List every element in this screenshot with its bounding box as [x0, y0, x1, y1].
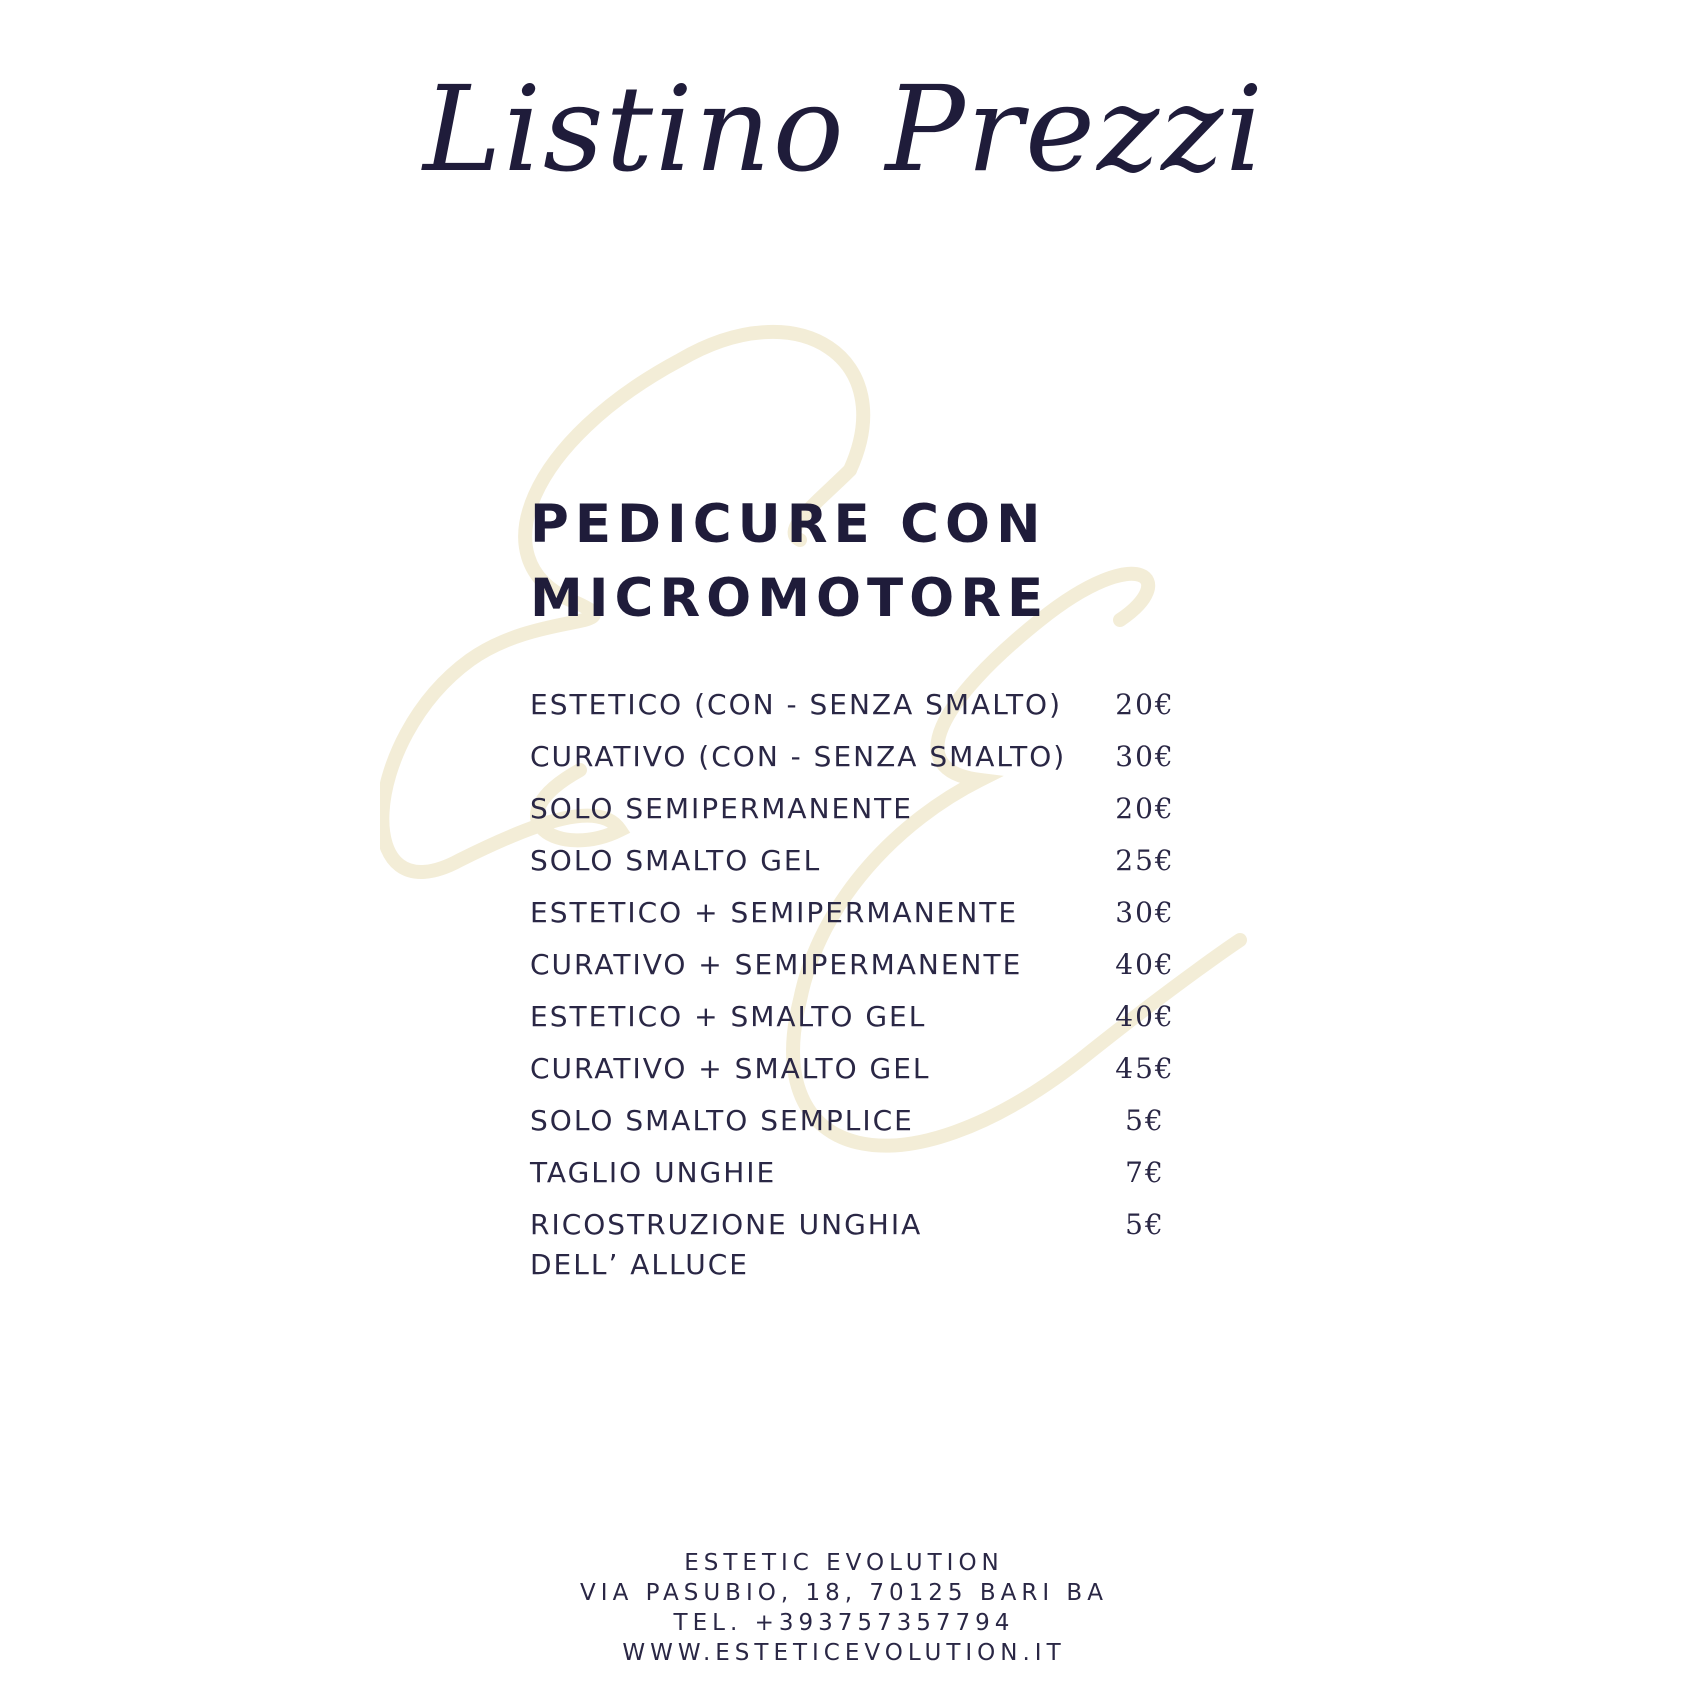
service-name: CURATIVO (CON - SENZA SMALTO)	[530, 740, 1067, 773]
service-price: 7€	[1125, 1156, 1165, 1189]
price-row	[530, 1101, 1190, 1141]
service-price: 40€	[1115, 948, 1175, 981]
service-name-line-2: DELL’ ALLUCE	[530, 1248, 749, 1281]
business-website: WWW.ESTETICEVOLUTION.IT	[622, 1640, 1066, 1666]
price-row	[530, 737, 1190, 777]
price-row	[530, 945, 1190, 985]
business-address: VIA PASUBIO, 18, 70125 BARI BA	[580, 1580, 1108, 1606]
price-list	[530, 685, 1190, 1297]
section-heading-line-1: PEDICURE CON	[530, 494, 1047, 555]
price-row	[530, 841, 1190, 881]
service-price: 40€	[1115, 1000, 1175, 1033]
section-heading-line-2: MICROMOTORE	[530, 568, 1050, 629]
service-name: ESTETICO + SEMIPERMANENTE	[530, 896, 1019, 929]
page-title: Listino Prezzi	[422, 60, 1266, 198]
service-price: 5€	[1125, 1104, 1165, 1137]
service-name	[530, 1205, 1090, 1285]
service-price: 5€	[1125, 1208, 1165, 1241]
service-name: TAGLIO UNGHIE	[530, 1156, 777, 1189]
price-row	[530, 997, 1190, 1037]
service-name: SOLO SMALTO SEMPLICE	[530, 1104, 914, 1137]
service-name: SOLO SEMIPERMANENTE	[530, 792, 913, 825]
business-name: ESTETIC EVOLUTION	[684, 1550, 1004, 1576]
business-phone: TEL. +393757357794	[673, 1610, 1015, 1636]
footer-contact	[0, 1548, 1688, 1668]
price-row	[530, 1153, 1190, 1193]
service-price: 30€	[1115, 896, 1175, 929]
price-row	[530, 789, 1190, 829]
service-price: 25€	[1115, 844, 1175, 877]
service-price: 30€	[1115, 740, 1175, 773]
service-price: 45€	[1115, 1052, 1175, 1085]
service-price: 20€	[1115, 792, 1175, 825]
service-price: 20€	[1115, 688, 1175, 721]
price-row	[530, 685, 1190, 725]
service-name: CURATIVO + SEMIPERMANENTE	[530, 948, 1023, 981]
service-name: SOLO SMALTO GEL	[530, 844, 822, 877]
price-row	[530, 1049, 1190, 1089]
service-name: ESTETICO (CON - SENZA SMALTO)	[530, 688, 1063, 721]
price-row	[530, 893, 1190, 933]
section-heading	[530, 488, 1230, 636]
price-row	[530, 1205, 1190, 1285]
service-name-line-1: RICOSTRUZIONE UNGHIA	[530, 1208, 923, 1241]
service-name: CURATIVO + SMALTO GEL	[530, 1052, 931, 1085]
service-name: ESTETICO + SMALTO GEL	[530, 1000, 927, 1033]
